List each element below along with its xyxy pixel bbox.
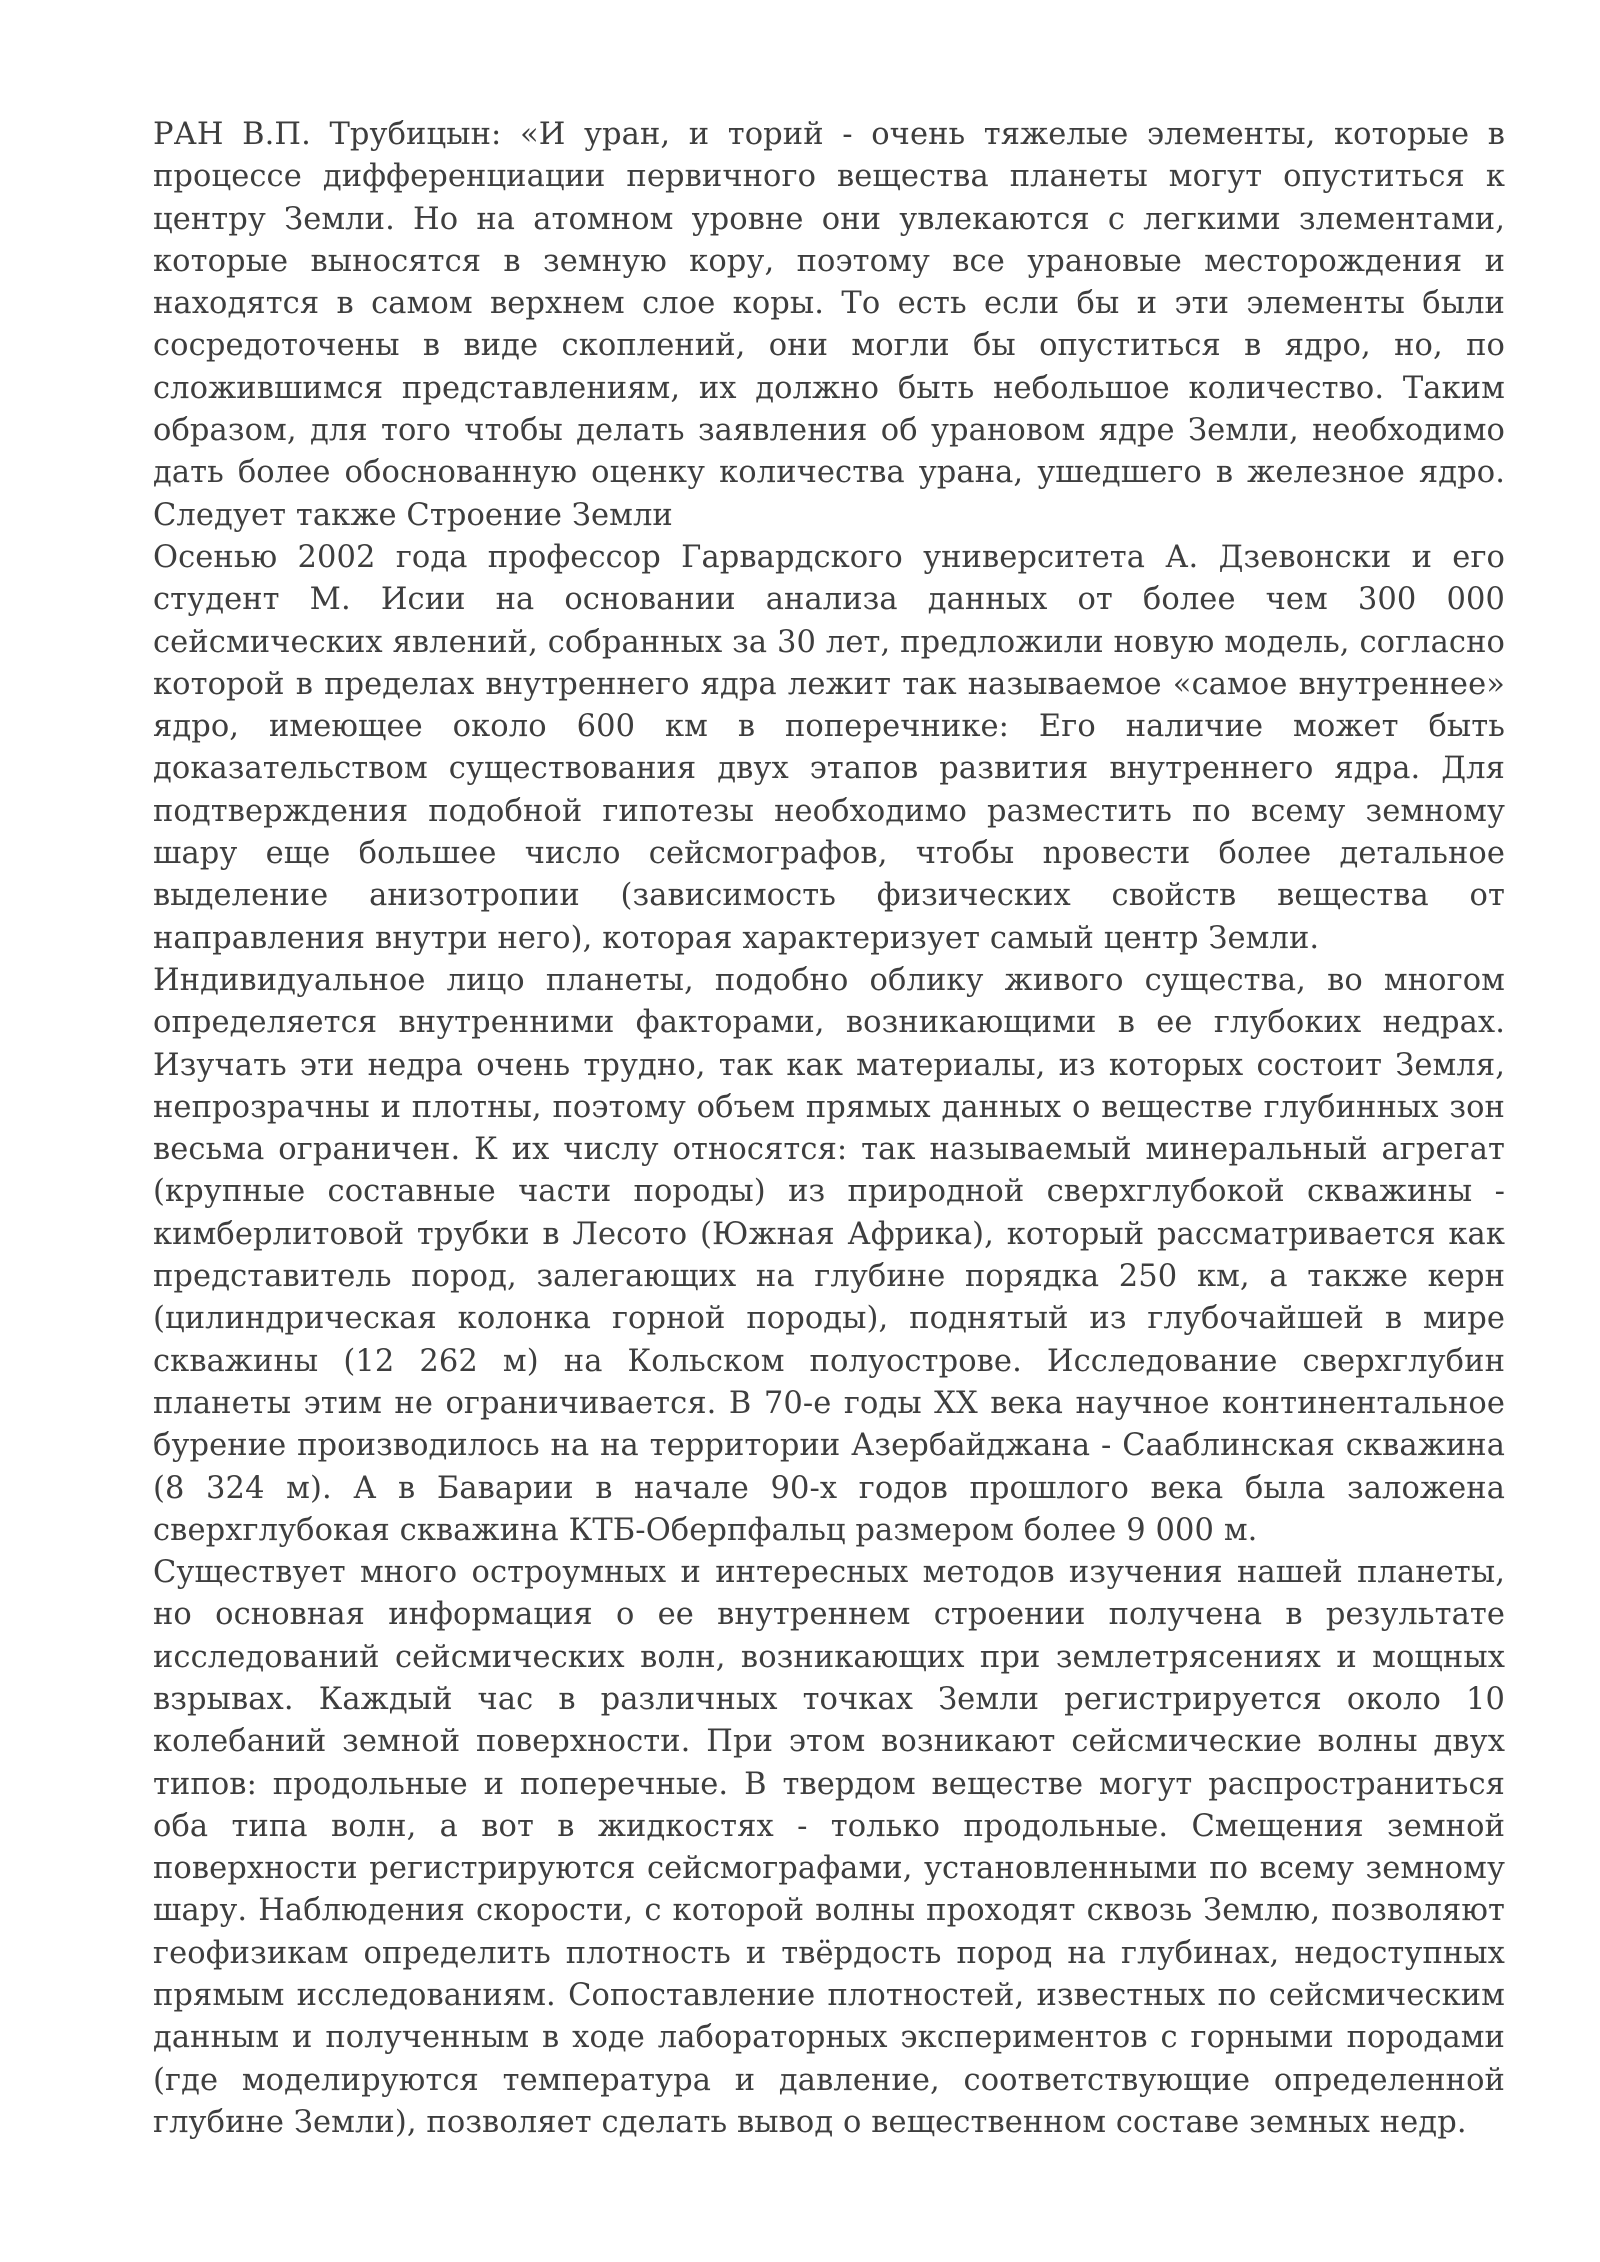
paragraph-deep-drilling: Индивидуальное лицо планеты, подобно облику живого существа, во многом определяется внутренними факторами, возникающими в ее глубоких недрах. Изучать эти недра очень трудно, так как материалы, из которых состоит Земля, непрозрачны и плотны, поэтому объем прямых данных о веществе глубинных зон весьма ограничен. К их числу относятся: так называемый минеральный агрегат (крупные составные части породы) из природной сверхглубокой скважины - кимберлитовой трубки в Лесото (Южная Африка), который рассматривается как представитель пород, залегающих на глубине порядка 250 км, а также керн (цилиндрическая колонка горной породы), поднятый из глубочайшей в мире скважины (12 262 м) на Кольском полуострове. Исследование сверхглубин планеты этим не ограничивается. В 70-е годы XX века научное континентальное бурение производилось на на территории Азербайджана - Сааблинская скважина (8 324 м). А в Баварии в начале 90-х годов прошлого века была заложена сверхглубокая скважина КТБ-Оберпфальц размером более 9 000 м.	[153, 962, 1505, 1548]
document-page	[153, 114, 1505, 2144]
paragraph-inner-core-model: Осенью 2002 года профессор Гарвардского университета А. Дзевонски и его студент М. Исии на основании анализа данных от более чем 300 000 сейсмических явлений, собранных за 30 лет, предложили новую модель, согласно которой в пределах внутреннего ядра лежит так называемое «самое внутреннее» ядро, имеющее около 600 км в поперечнике: Его наличие может быть доказательством существования двух этапов развития внутреннего ядра. Для подтверждения подобной гипотезы необходимо разместить по всему земному шару еще большее число сейсмографов, чтобы nровести более детальное выделение анизотропии (зависимость физических свойств вещества от направления внутри него), которая характеризует самый центр Земли.	[153, 539, 1505, 956]
paragraph-seismic-methods: Существует много остроумных и интересных методов изучения нашей планеты, но основная информация о ее внутреннем строении получена в результате исследований сейсмических волн, возникающих при землетрясениях и мощных взрывах. Каждый час в различных точках Земли регистрируется около 10 колебаний земной поверхности. При этом возникают сейсмические волны двух типов: продольные и поперечные. В твердом веществе могут распространиться оба типа волн, а вот в жидкостях - только продольные. Смещения земной поверхности регистрируются сейсмографами, установленными по всему земному шару. Наблюдения скорости, с которой волны проходят сквозь Землю, позволяют геофизикам определить плотность и твёрдость пород на глубинах, недоступных прямым исследованиям. Сопоставление плотностей, известных по сейсмическим данным и полученным в ходе лабораторных экспериментов с горными породами (где моделируются температура и давление, соответствующие определенной глубине Земли), позволяет сделать вывод о вещественном составе земных недр.	[153, 1555, 1505, 2140]
paragraph-trubitsyn-quote: РАН В.П. Трубицын: «И уран, и торий - очень тяжелые элементы, которые в процессе дифференциации первичного вещества планеты могут опуститься к центру Земли. Но на атомном уровне они увлекаются с легкими злементами, которые выносятся в земную кору, поэтому все урановые месторождения и находятся в самом верхнем слое коры. То есть если бы и эти элементы были сосредоточены в виде скоплений, они могли бы опуститься в ядро, но, по сложившимся представлениям, их должно быть небольшое количество. Таким образом, для того чтобы делать заявления об урановом ядре Земли, необходимо дать более обоснованную оценку количества урана, ушедшего в железное ядро. Следует также Строение Земли	[153, 117, 1505, 533]
